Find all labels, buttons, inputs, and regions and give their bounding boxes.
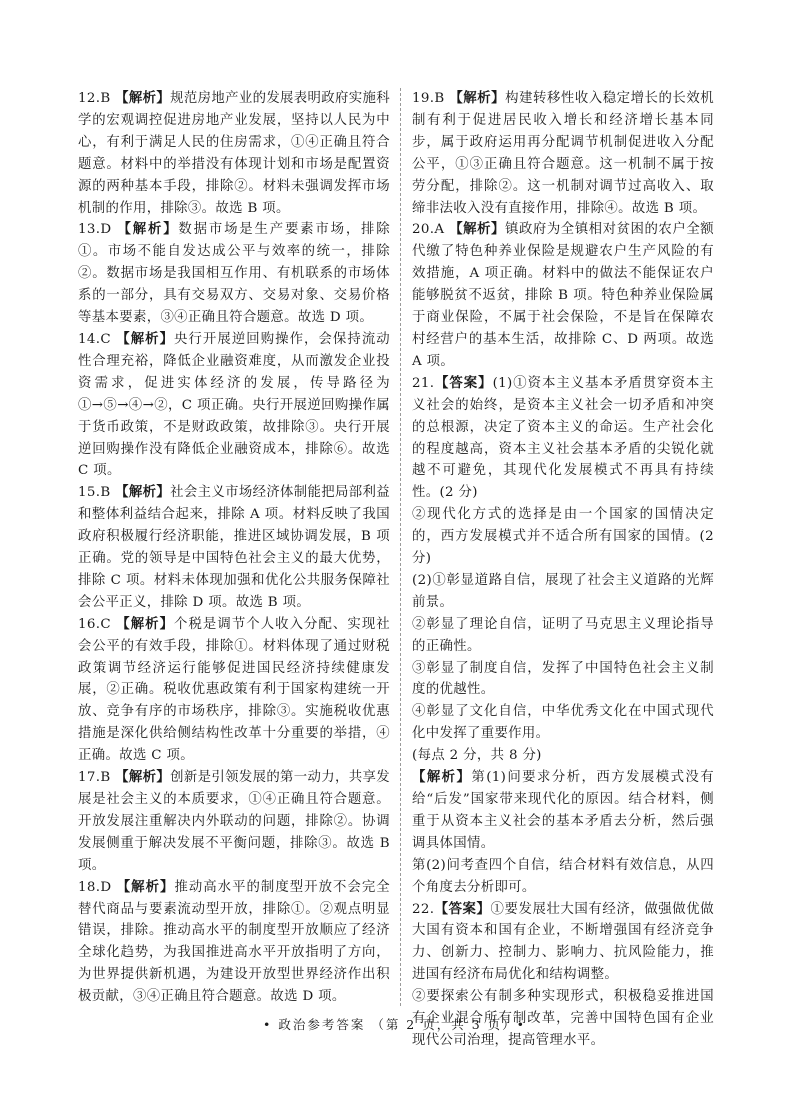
analysis-tag: 【解析】 <box>115 485 171 501</box>
answer-item-14 <box>78 329 390 482</box>
item-text: 央行开展逆回购操作，会保持流动性合理充裕，降低企业融资难度，从而激发企业投资需求，促进实体经济的发展，传导路径为①→⑤→④→②，C 项正确。央行开展逆回购操作属于货币政策，不是财政政策，故排除③。央行开展逆回购操作没有降低企业融资成本，排除⑥。故选 C 项。 <box>78 331 390 479</box>
item-text: 镇政府为全镇相对贫困的农户全额代缴了特色种养业保险是规避农户生产风险的有效措施，A 项正确。材料中的做法不能保证农户能够脱贫不返贫，排除 B 项。特色种养业保险属于商业保险，不属于社会保险，不是旨在保障农村经营户的基本生活，故排除 C、D 两项。故选 A 项。 <box>412 222 715 369</box>
q21-paragraph-2: ②现代化方式的选择是由一个国家的国情决定的，西方发展模式并不适合所有国家的国情。(2 分) <box>412 507 714 567</box>
item-number: 13.D <box>78 222 112 238</box>
page-footer: • 政治参考答案 （第 2 页，共 3 页）• <box>263 1017 526 1032</box>
answer-item-19 <box>412 88 714 219</box>
analysis-tag: 【解析】 <box>116 879 175 895</box>
q21-paragraph-3: (2)①彰显道路自信，展现了社会主义道路的光辉前景。 <box>412 572 714 610</box>
analysis-tag: 【解析】 <box>116 331 175 347</box>
q21-scoring-note: (每点 2 分，共 8 分) <box>412 748 542 764</box>
item-number: 16.C <box>78 616 111 632</box>
item-text: 创新是引领发展的第一动力，共享发展是社会主义的本质要求，①④正确且符合题意。开放发展注重解决内外联动的问题，排除②。协调发展侧重于解决发展不平衡问题，排除③。故选 B 项。 <box>78 770 390 873</box>
item-text: 个税是调节个人收入分配、实现社会公平的有效手段，排除①。材料体现了通过财税政策调节经济运行能够促进国民经济持续健康发展，②正确。税收优惠政策有利于国家构建统一开放、竞争有序的市场秩序，排除③。实施税收优惠措施是深化供给侧结构性改革十分重要的举措，④正确。故选 C 项。 <box>78 616 390 764</box>
q21-paragraph-6: ④彰显了文化自信，中华优秀文化在中国式现代化中发挥了重要作用。 <box>412 704 714 742</box>
left-column <box>78 88 390 1008</box>
answer-item-13 <box>78 219 390 329</box>
q21-paragraph-1 <box>412 373 714 504</box>
answer-item-12 <box>78 88 390 219</box>
item-text: 数据市场是生产要素市场，排除①。市场不能自发达成公平与效率的统一，排除②。数据市场是我国相互作用、有机联系的市场体系的一部分，具有交易双方、交易对象、交易价格等基本要素，③④正确且符合题意。故选 D 项。 <box>78 222 391 326</box>
q22-paragraph-1 <box>412 899 714 987</box>
q21-analysis-2: 第(2)问考查四个自信，结合材料有效信息，从四个角度去分析即可。 <box>412 857 714 895</box>
analysis-tag: 【解析】 <box>412 770 472 786</box>
analysis-tag: 【解析】 <box>117 222 179 238</box>
item-number: 22. <box>412 901 435 917</box>
analysis-tag: 【解析】 <box>115 91 171 106</box>
answer-item-18 <box>78 877 390 1008</box>
item-number: 18.D <box>78 879 112 895</box>
right-column <box>412 88 714 1052</box>
item-number: 15.B <box>78 485 111 501</box>
analysis-tag: 【解析】 <box>449 222 505 238</box>
item-text: 规范房地产业的发展表明政府实施科学的宏观调控促进房地产业发展，坚持以人民为中心，有利于满足人民的住房需求，①④正确且符合题意。材料中的举措没有体现计划和市场是配置资源的两种基本手段，排除②。材料未强调发挥市场机制的作用，排除③。故选 B 项。 <box>78 91 390 216</box>
item-number: 21. <box>412 375 435 391</box>
item-number: 12.B <box>78 91 111 106</box>
answer-item-17 <box>78 767 390 877</box>
answer-item-16 <box>78 614 390 767</box>
analysis-tag: 【解析】 <box>116 616 175 632</box>
column-divider <box>400 88 401 1006</box>
item-number: 20.A <box>412 222 445 238</box>
answer-tag: 【答案】 <box>434 901 491 917</box>
answer-item-15 <box>78 482 390 613</box>
item-number: 19.B <box>412 91 445 106</box>
item-text: 社会主义市场经济体制能把局部利益和整体利益结合起来，排除 A 项。材料反映了我国政府积极履行经济职能，推进区域协调发展，B 项正确。党的领导是中国特色社会主义的最大优势，排除 C 项。材料未体现加强和优化公共服务保障社会公平正义，排除 D 项。故选 B 项。 <box>78 485 390 610</box>
q21-text-1: (1)①资本主义基本矛盾贯穿资本主义社会的始终，是资本主义社会一切矛盾和冲突的总根源，决定了资本主义的命运。生产社会化的程度越高，资本主义社会基本矛盾的尖锐化就越不可避免，其现代化发展模式不再具有持续性。(2 分) <box>412 375 714 501</box>
q22-text-1: ①要发展壮大国有经济，做强做优做大国有资本和国有企业，不断增强国有经济竞争力、创新力、控制力、影响力、抗风险能力，推进国有经济布局优化和结构调整。 <box>412 901 714 983</box>
analysis-tag: 【解析】 <box>449 91 506 106</box>
answer-tag: 【答案】 <box>434 375 493 391</box>
answer-item-20 <box>412 219 714 372</box>
item-number: 14.C <box>78 331 111 347</box>
q21-analysis-1 <box>412 767 714 855</box>
item-text: 构建转移性收入稳定增长的长效机制有利于促进居民收入增长和经济增长基本同步，属于政府运用再分配调节机制促进收入分配公平，①③正确且符合题意。这一机制不属于按劳分配，排除②。这一机制对调节过高收入、取缔非法收入没有直接作用，排除④。故选 B 项。 <box>412 91 715 216</box>
q22-paragraph-2: ②要探索公有制多种实现形式，积极稳妥推进国有企业混合所有制改革，完善中国特色国有企业现代公司治理，提高管理水平。 <box>412 989 714 1048</box>
answer-item-21 <box>412 373 714 899</box>
q21-paragraph-5: ③彰显了制度自信，发挥了中国特色社会主义制度的优越性。 <box>412 660 714 698</box>
item-text: 推动高水平的制度型开放不会完全替代商品与要素流动型开放，排除①。②观点明显错误，排除。推动高水平的制度型开放顺应了经济全球化趋势，为我国推进高水平开放指明了方向，为世界提供新机遇，为建设开放型世界经济作出积极贡献，③④正确且符合题意。故选 D 项。 <box>78 879 391 1005</box>
item-number: 17.B <box>78 770 111 786</box>
analysis-tag: 【解析】 <box>115 770 171 786</box>
q21-paragraph-4: ②彰显了理论自信，证明了马克思主义理论指导的正确性。 <box>412 616 714 654</box>
q21-analysis-text-1: 第(1)问要求分析，西方发展模式没有给“后发”国家带来现代化的原因。结合材料，侧重于从资本主义社会的基本矛盾去分析，然后强调具体国情。 <box>412 770 714 851</box>
